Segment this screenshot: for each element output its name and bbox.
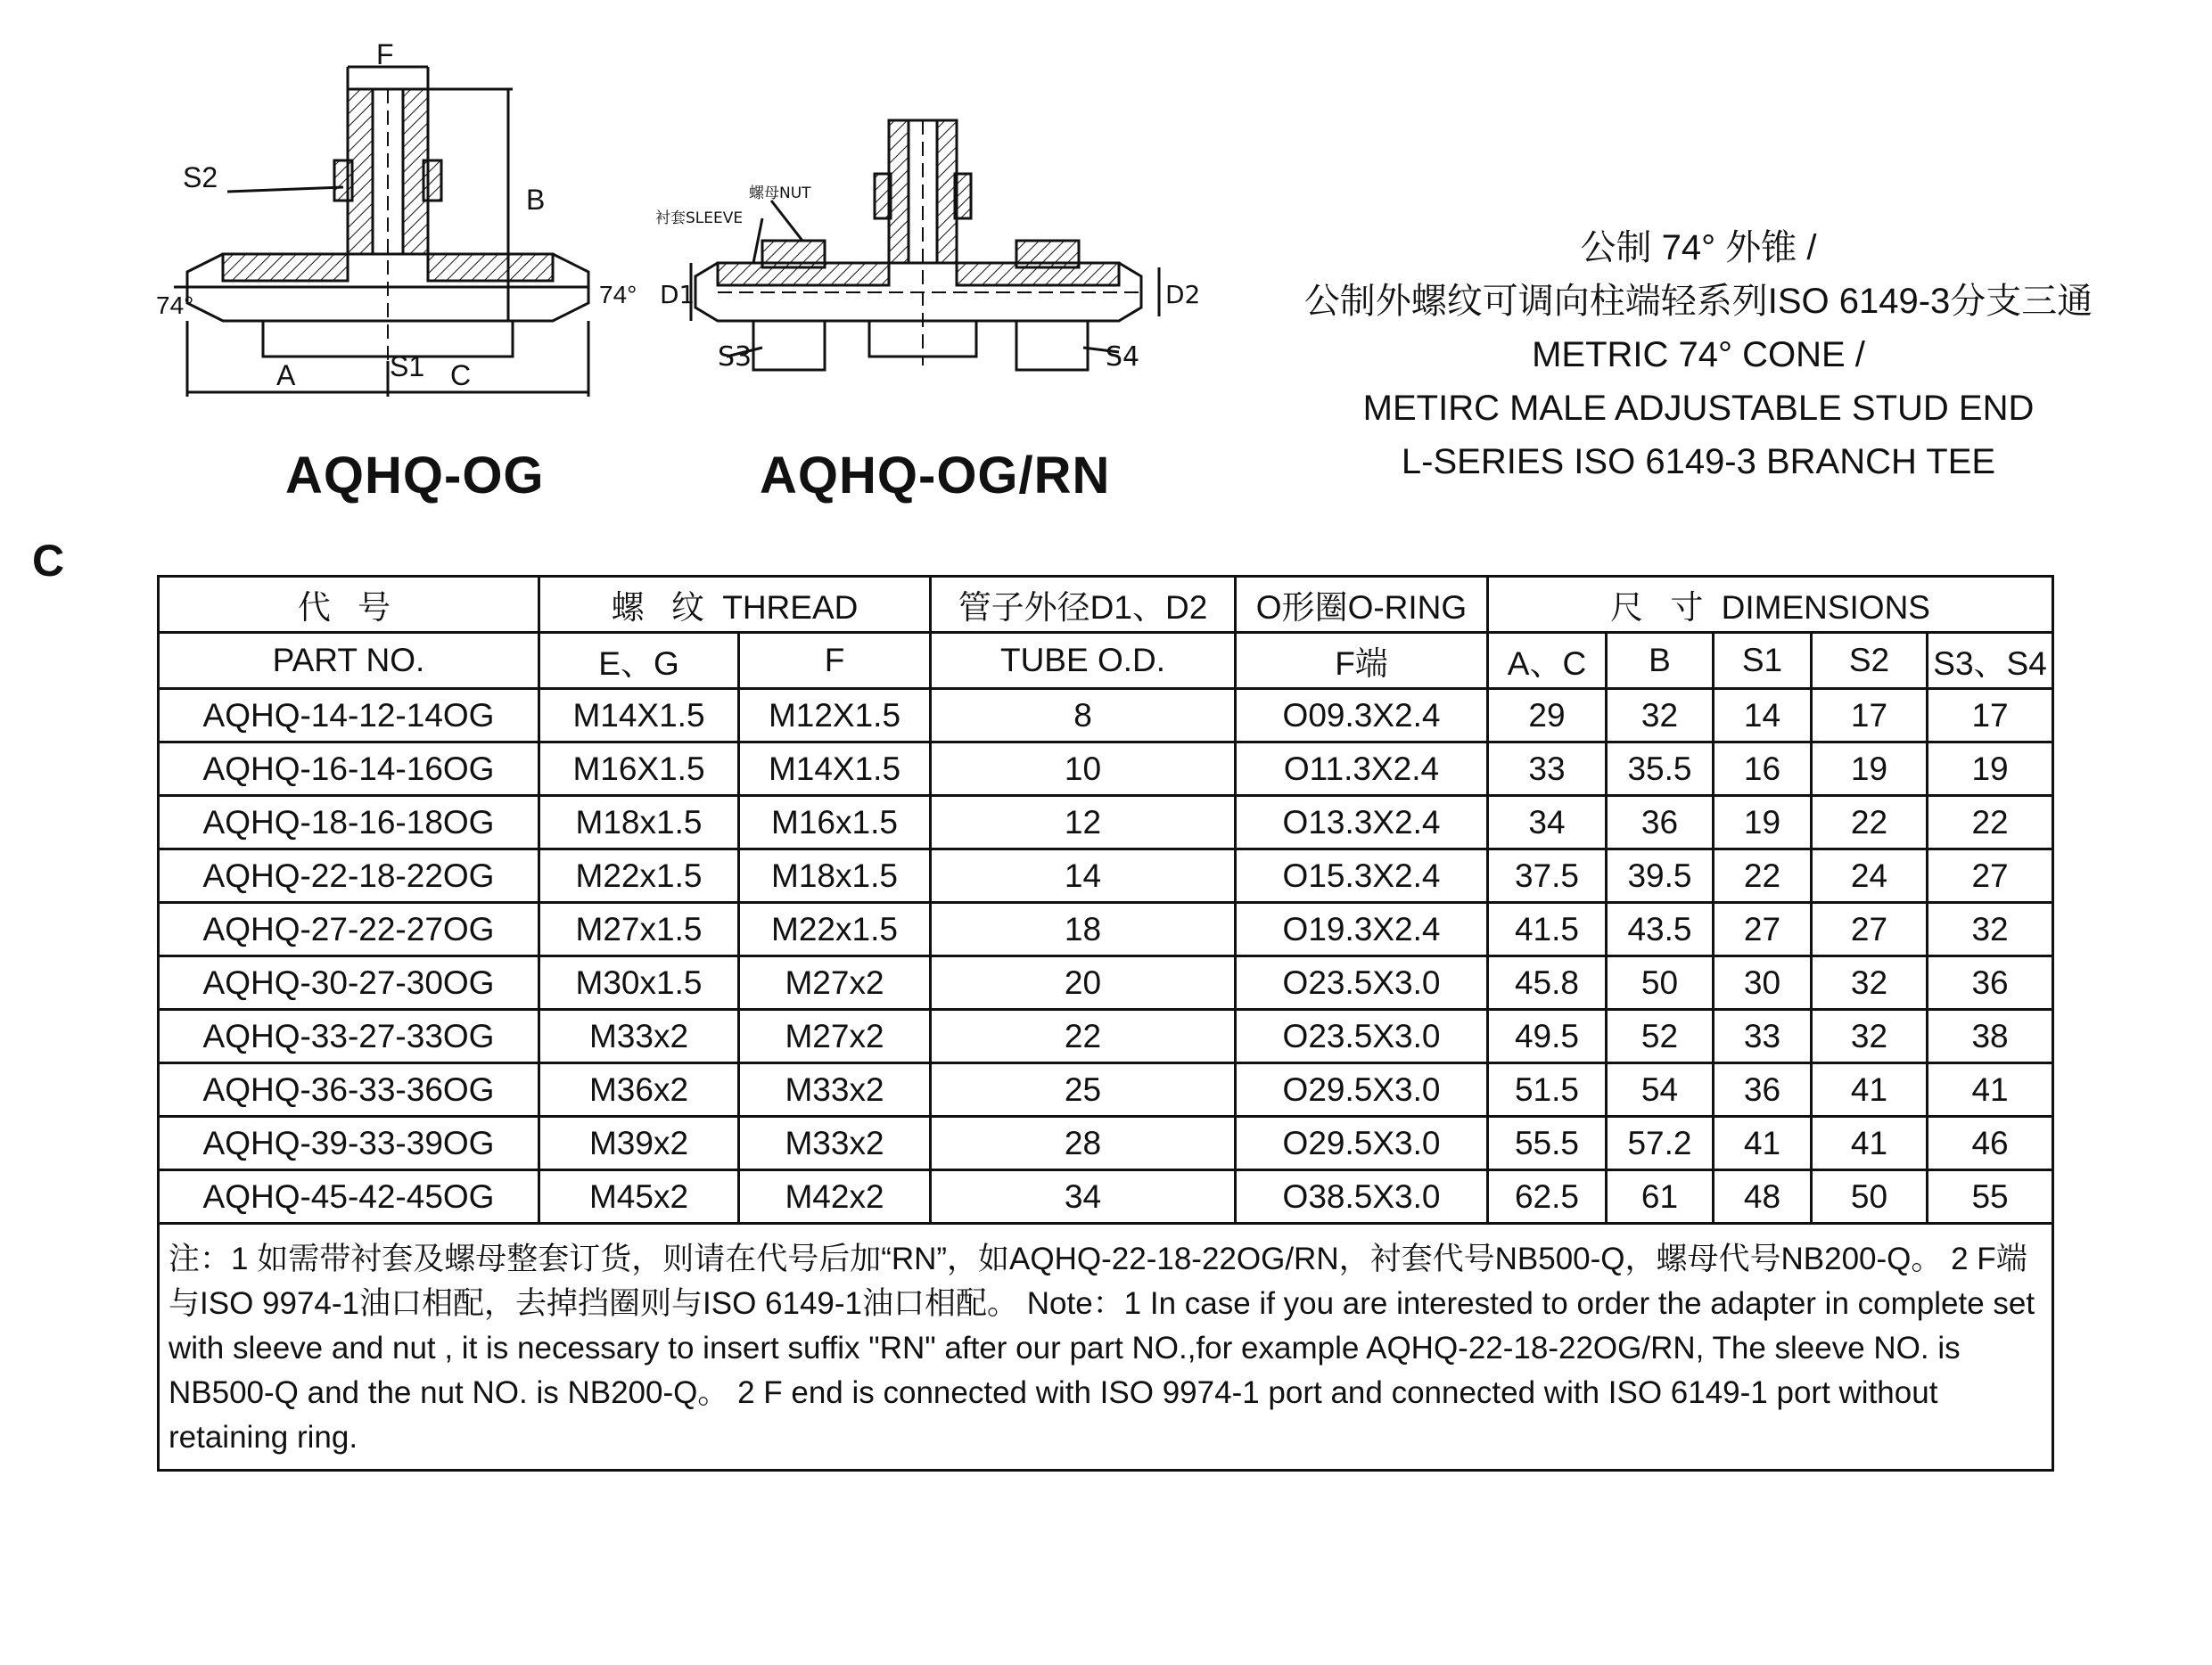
cell-dim-s1: 19 <box>1714 796 1812 849</box>
cell-dim-s2: 32 <box>1812 956 1928 1010</box>
label-s4: S4 <box>1106 341 1140 373</box>
note-text: 注：1 如需带衬套及螺母整套订货，则请在代号后加“RN”，如AQHQ-22-18-22OG/RN，衬套代号NB500-Q，螺母代号NB200-Q。 2 F端与ISO 9974-1油口相配，去掉挡圈则与ISO 6149-1油口相配。 Note：1 In case if you are interested to order the adapter in complete set with sleeve and nut , it is necessary to insert suffix "RN" after our part NO.,for example AQHQ-22-18-22OG/RN, The sleeve NO. is NB500-Q and the nut NO. is NB200-Q。 2 F end is connected with ISO 9974-1 port and connected with ISO 6149-1 port without retaining ring. <box>159 1224 2053 1471</box>
header-part-en: PART NO. <box>159 633 539 689</box>
cell-tube-od: 22 <box>931 1010 1236 1063</box>
table-row <box>159 689 2053 742</box>
title-block <box>1230 221 2167 488</box>
cell-thread-eg: M36x2 <box>539 1063 739 1117</box>
cell-dim-s34: 17 <box>1928 689 2053 742</box>
cell-dim-b: 57.2 <box>1607 1117 1714 1170</box>
cell-oring-f-end: O23.5X3.0 <box>1236 956 1488 1010</box>
cell-dim-ac: 29 <box>1488 689 1607 742</box>
cell-thread-f: M16x1.5 <box>739 796 931 849</box>
cell-oring-f-end: O15.3X2.4 <box>1236 849 1488 903</box>
cell-oring-f-end: O09.3X2.4 <box>1236 689 1488 742</box>
cell-thread-f: M18x1.5 <box>739 849 931 903</box>
cell-tube-od: 8 <box>931 689 1236 742</box>
cell-oring-f-end: O13.3X2.4 <box>1236 796 1488 849</box>
cell-dim-b: 32 <box>1607 689 1714 742</box>
header-s1: S1 <box>1714 633 1812 689</box>
header-ac: A、C <box>1488 633 1607 689</box>
cell-dim-s34: 32 <box>1928 903 2053 956</box>
drawing-aqhq-og <box>156 38 655 401</box>
cell-dim-b: 52 <box>1607 1010 1714 1063</box>
table-row <box>159 903 2053 956</box>
cell-dim-s2: 19 <box>1812 742 1928 796</box>
header-f: F <box>739 633 931 689</box>
label-angle-left: 74° <box>156 291 194 319</box>
cell-dim-ac: 62.5 <box>1488 1170 1607 1224</box>
cell-thread-eg: M27x1.5 <box>539 903 739 956</box>
title-line-2: 公制外螺纹可调向柱端轻系列ISO 6149-3分支三通 <box>1303 282 2093 321</box>
header-thread-cn: 螺 纹 <box>611 589 713 626</box>
cell-dim-s34: 41 <box>1928 1063 2053 1117</box>
cell-dim-ac: 55.5 <box>1488 1117 1607 1170</box>
label-s3: S3 <box>718 341 752 373</box>
cell-dim-b: 54 <box>1607 1063 1714 1117</box>
header-dim-cn: 尺 寸 <box>1610 589 1713 626</box>
cell-dim-b: 35.5 <box>1607 742 1714 796</box>
cell-thread-eg: M16X1.5 <box>539 742 739 796</box>
cell-thread-eg: M14X1.5 <box>539 689 739 742</box>
cell-dim-s1: 33 <box>1714 1010 1812 1063</box>
title-line-3: METRIC 74° CONE / <box>1532 335 1865 374</box>
cell-dim-ac: 41.5 <box>1488 903 1607 956</box>
cell-part-no: AQHQ-45-42-45OG <box>159 1170 539 1224</box>
cell-dim-s1: 14 <box>1714 689 1812 742</box>
cell-tube-od: 12 <box>931 796 1236 849</box>
cell-tube-od: 10 <box>931 742 1236 796</box>
cell-thread-eg: M18x1.5 <box>539 796 739 849</box>
label-s2: S2 <box>183 161 218 193</box>
cell-part-no: AQHQ-22-18-22OG <box>159 849 539 903</box>
note-row <box>159 1224 2053 1471</box>
table-row <box>159 1063 2053 1117</box>
header-s2: S2 <box>1812 633 1928 689</box>
cell-dim-s2: 27 <box>1812 903 1928 956</box>
section-letter: C <box>32 536 65 586</box>
header-row-1 <box>159 577 2053 633</box>
cell-dim-s34: 19 <box>1928 742 2053 796</box>
header-s34: S3、S4 <box>1928 633 2053 689</box>
cell-tube-od: 25 <box>931 1063 1236 1117</box>
cell-dim-b: 61 <box>1607 1170 1714 1224</box>
cell-part-no: AQHQ-16-14-16OG <box>159 742 539 796</box>
cell-part-no: AQHQ-36-33-36OG <box>159 1063 539 1117</box>
drawing-aqhq-og-rn <box>655 107 1201 383</box>
cell-dim-s34: 38 <box>1928 1010 2053 1063</box>
cell-thread-f: M12X1.5 <box>739 689 931 742</box>
header-tube-od: TUBE O.D. <box>931 633 1236 689</box>
header-b: B <box>1607 633 1714 689</box>
table-row <box>159 796 2053 849</box>
cell-dim-s2: 24 <box>1812 849 1928 903</box>
cell-part-no: AQHQ-14-12-14OG <box>159 689 539 742</box>
cell-thread-f: M22x1.5 <box>739 903 931 956</box>
table-row <box>159 1117 2053 1170</box>
cell-dim-s1: 48 <box>1714 1170 1812 1224</box>
cell-part-no: AQHQ-39-33-39OG <box>159 1117 539 1170</box>
cell-dim-s2: 32 <box>1812 1010 1928 1063</box>
spec-table <box>157 575 2054 1472</box>
cell-dim-s1: 41 <box>1714 1117 1812 1170</box>
cell-part-no: AQHQ-33-27-33OG <box>159 1010 539 1063</box>
table-row <box>159 1170 2053 1224</box>
cell-dim-s2: 41 <box>1812 1063 1928 1117</box>
cell-dim-s2: 50 <box>1812 1170 1928 1224</box>
cell-dim-ac: 37.5 <box>1488 849 1607 903</box>
cell-tube-od: 34 <box>931 1170 1236 1224</box>
cell-thread-f: M27x2 <box>739 1010 931 1063</box>
cell-oring-f-end: O19.3X2.4 <box>1236 903 1488 956</box>
cell-oring-f-end: O29.5X3.0 <box>1236 1117 1488 1170</box>
title-line-1: 公制 74° 外锥 / <box>1580 228 1817 267</box>
cell-dim-ac: 45.8 <box>1488 956 1607 1010</box>
header-tube: 管子外径D1、D2 <box>931 577 1236 633</box>
model-label-og: AQHQ-OG <box>285 447 545 504</box>
cell-thread-eg: M39x2 <box>539 1117 739 1170</box>
cell-part-no: AQHQ-30-27-30OG <box>159 956 539 1010</box>
cell-dim-s1: 27 <box>1714 903 1812 956</box>
header-f-end: F端 <box>1236 633 1488 689</box>
cell-thread-f: M42x2 <box>739 1170 931 1224</box>
cell-dim-s1: 30 <box>1714 956 1812 1010</box>
cell-dim-s2: 17 <box>1812 689 1928 742</box>
label-angle-right: 74° <box>599 281 637 308</box>
header-oring: O形圈O-RING <box>1236 577 1488 633</box>
cell-thread-f: M14X1.5 <box>739 742 931 796</box>
header-eg: E、G <box>539 633 739 689</box>
header-part-cn: 代 号 <box>159 577 539 633</box>
cell-dim-s34: 36 <box>1928 956 2053 1010</box>
cell-dim-ac: 51.5 <box>1488 1063 1607 1117</box>
cell-tube-od: 18 <box>931 903 1236 956</box>
table-row <box>159 742 2053 796</box>
label-d1: D1 <box>660 280 695 309</box>
cell-thread-eg: M22x1.5 <box>539 849 739 903</box>
cell-thread-eg: M33x2 <box>539 1010 739 1063</box>
table-row <box>159 1010 2053 1063</box>
cell-part-no: AQHQ-18-16-18OG <box>159 796 539 849</box>
cell-dim-ac: 33 <box>1488 742 1607 796</box>
cell-dim-s34: 27 <box>1928 849 2053 903</box>
header-dimensions <box>1488 577 2053 633</box>
cell-tube-od: 28 <box>931 1117 1236 1170</box>
label-f: F <box>376 38 394 70</box>
cell-thread-f: M33x2 <box>739 1117 931 1170</box>
header-thread-en: THREAD <box>722 589 859 626</box>
cell-dim-ac: 34 <box>1488 796 1607 849</box>
cell-oring-f-end: O29.5X3.0 <box>1236 1063 1488 1117</box>
cell-dim-b: 39.5 <box>1607 849 1714 903</box>
label-sleeve: 衬套SLEEVE <box>655 209 744 227</box>
cell-dim-s2: 22 <box>1812 796 1928 849</box>
cell-dim-s34: 22 <box>1928 796 2053 849</box>
cell-thread-f: M33x2 <box>739 1063 931 1117</box>
table-row <box>159 849 2053 903</box>
cell-dim-s1: 22 <box>1714 849 1812 903</box>
label-a: A <box>276 359 296 391</box>
label-d2: D2 <box>1165 280 1201 309</box>
cell-tube-od: 20 <box>931 956 1236 1010</box>
cell-tube-od: 14 <box>931 849 1236 903</box>
label-b: B <box>526 184 546 216</box>
model-label-rn: AQHQ-OG/RN <box>760 447 1111 504</box>
header-row-2 <box>159 633 2053 689</box>
cell-part-no: AQHQ-27-22-27OG <box>159 903 539 956</box>
label-nut: 螺母NUT <box>749 185 811 202</box>
cell-oring-f-end: O23.5X3.0 <box>1236 1010 1488 1063</box>
cell-thread-f: M27x2 <box>739 956 931 1010</box>
cell-thread-eg: M30x1.5 <box>539 956 739 1010</box>
header-dim-en: DIMENSIONS <box>1721 589 1930 626</box>
label-c: C <box>450 359 472 391</box>
cell-dim-s1: 16 <box>1714 742 1812 796</box>
cell-dim-s2: 41 <box>1812 1117 1928 1170</box>
cell-dim-s34: 46 <box>1928 1117 2053 1170</box>
cell-thread-eg: M45x2 <box>539 1170 739 1224</box>
cell-dim-b: 43.5 <box>1607 903 1714 956</box>
table-row <box>159 956 2053 1010</box>
cell-dim-s1: 36 <box>1714 1063 1812 1117</box>
label-s1: S1 <box>390 350 425 382</box>
cell-dim-s34: 55 <box>1928 1170 2053 1224</box>
cell-dim-ac: 49.5 <box>1488 1010 1607 1063</box>
cell-dim-b: 50 <box>1607 956 1714 1010</box>
cell-oring-f-end: O38.5X3.0 <box>1236 1170 1488 1224</box>
cell-dim-b: 36 <box>1607 796 1714 849</box>
cell-oring-f-end: O11.3X2.4 <box>1236 742 1488 796</box>
title-line-5: L-SERIES ISO 6149-3 BRANCH TEE <box>1401 442 1996 481</box>
header-thread <box>539 577 931 633</box>
title-line-4: METIRC MALE ADJUSTABLE STUD END <box>1362 389 2035 428</box>
